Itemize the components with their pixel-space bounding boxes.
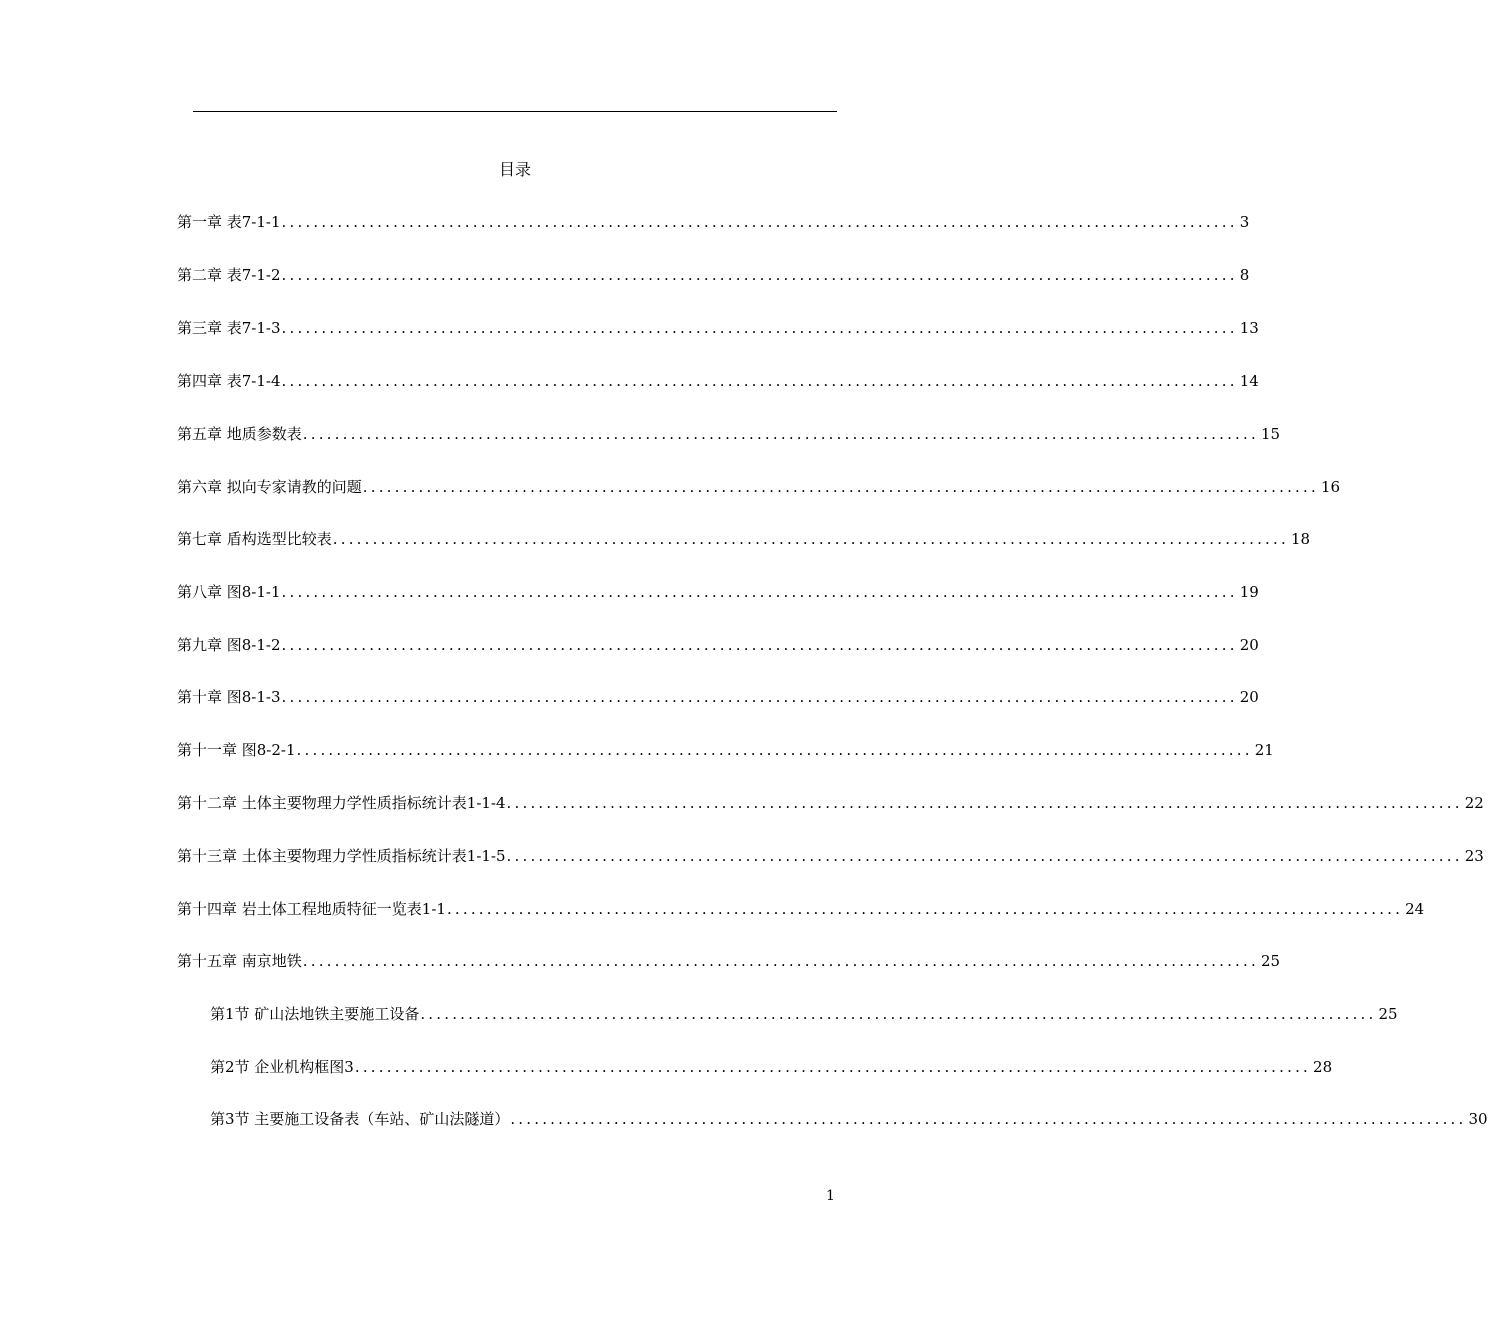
toc-leader: ........................................................................................................................	[281, 213, 1238, 231]
toc-entry-page: 25	[1378, 1005, 1398, 1023]
toc-title: 目录	[498, 160, 531, 179]
toc-entry-label: 第三章 表7-1-3	[177, 319, 281, 337]
toc-entry-page: 20	[1239, 636, 1259, 654]
toc-entry-label: 第九章 图8-1-2	[177, 636, 281, 654]
toc-leader: ........................................................................................................................	[281, 636, 1238, 654]
toc-entry-label: 第七章 盾构选型比较表	[177, 530, 332, 548]
toc-entry-label: 第十一章 图8-2-1	[177, 741, 296, 759]
toc-entry-page: 3	[1239, 213, 1250, 231]
toc-leader: ........................................................................................................................	[281, 266, 1238, 284]
toc-entry-label: 第六章 拟向专家请教的问题	[177, 478, 362, 496]
toc-entry[interactable]	[177, 423, 1281, 445]
toc-entry-label: 第3节 主要施工设备表（车站、矿山法隧道）	[210, 1110, 510, 1128]
toc-entry-label: 第八章 图8-1-1	[177, 583, 281, 601]
toc-entry-label: 第十三章 土体主要物理力学性质指标统计表1-1-5	[177, 847, 506, 865]
toc-leader: ........................................................................................................................	[302, 952, 1259, 970]
toc-leader: ........................................................................................................................	[354, 1058, 1312, 1076]
toc-entry[interactable]	[177, 686, 1259, 708]
toc-entry-page: 21	[1254, 741, 1274, 759]
toc-entry-page: 8	[1239, 266, 1250, 284]
toc-entry[interactable]	[177, 739, 1274, 761]
toc-leader: ........................................................................................................................	[281, 688, 1238, 706]
toc-entry-page: 19	[1239, 583, 1259, 601]
toc-entry-page: 24	[1405, 900, 1425, 918]
toc-leader: ........................................................................................................................	[362, 478, 1319, 496]
toc-entry[interactable]	[177, 634, 1259, 656]
toc-leader: ........................................................................................................................	[281, 583, 1238, 601]
toc-entry-label: 第十五章 南京地铁	[177, 952, 302, 970]
toc-entry-page: 25	[1260, 952, 1281, 970]
toc-entry-label: 第一章 表7-1-1	[177, 213, 281, 231]
toc-entry-page: 20	[1239, 688, 1259, 706]
toc-entry-page: 18	[1290, 530, 1311, 548]
toc-entry-label: 第十章 图8-1-3	[177, 688, 281, 706]
toc-leader: ........................................................................................................................	[506, 847, 1463, 865]
toc-entry[interactable]	[210, 1003, 1398, 1025]
toc-leader: ........................................................................................................................	[281, 372, 1238, 390]
toc-entry[interactable]	[177, 476, 1341, 498]
toc-entry[interactable]	[177, 370, 1259, 392]
toc-entry-label: 第十四章 岩土体工程地质特征一览表1-1	[177, 900, 446, 918]
toc-entry-page: 28	[1313, 1058, 1333, 1076]
toc-entry[interactable]	[210, 1056, 1333, 1078]
toc-entry-page: 23	[1464, 847, 1484, 865]
toc-entry[interactable]	[177, 528, 1311, 550]
toc-entry[interactable]	[177, 317, 1259, 339]
toc-entry[interactable]	[177, 898, 1425, 920]
toc-leader: ........................................................................................................................	[281, 319, 1238, 337]
toc-entry-page: 30	[1468, 1110, 1488, 1128]
toc-entry[interactable]	[177, 950, 1281, 972]
toc-entry-label: 第2节 企业机构框图3	[210, 1058, 354, 1076]
toc-entry-label: 第五章 地质参数表	[177, 425, 302, 443]
toc-entry[interactable]	[177, 581, 1259, 603]
toc-entry[interactable]	[177, 792, 1484, 814]
toc-entry-page: 13	[1239, 319, 1259, 337]
toc-entry[interactable]	[210, 1108, 1488, 1130]
toc-leader: ........................................................................................................................	[446, 900, 1404, 918]
toc-leader: ........................................................................................................................	[302, 425, 1259, 443]
toc-entry[interactable]	[177, 211, 1250, 233]
toc-leader: ........................................................................................................................	[296, 741, 1253, 759]
toc-entry-label: 第四章 表7-1-4	[177, 372, 281, 390]
toc-leader: ........................................................................................................................	[332, 530, 1289, 548]
toc-entry-page: 16	[1320, 478, 1341, 496]
toc-entry-label: 第二章 表7-1-2	[177, 266, 281, 284]
toc-leader: ........................................................................................................................	[506, 794, 1463, 812]
toc-entry[interactable]	[177, 264, 1250, 286]
page-number: 1	[826, 1188, 835, 1204]
toc-leader: ........................................................................................................................	[510, 1110, 1467, 1128]
toc-entry-page: 22	[1464, 794, 1484, 812]
toc-entry-page: 14	[1239, 372, 1259, 390]
toc-entry-label: 第1节 矿山法地铁主要施工设备	[210, 1005, 420, 1023]
toc-entry-label: 第十二章 土体主要物理力学性质指标统计表1-1-4	[177, 794, 506, 812]
toc-entry-page: 15	[1260, 425, 1281, 443]
toc-entry[interactable]	[177, 845, 1484, 867]
toc-leader: ........................................................................................................................	[420, 1005, 1377, 1023]
